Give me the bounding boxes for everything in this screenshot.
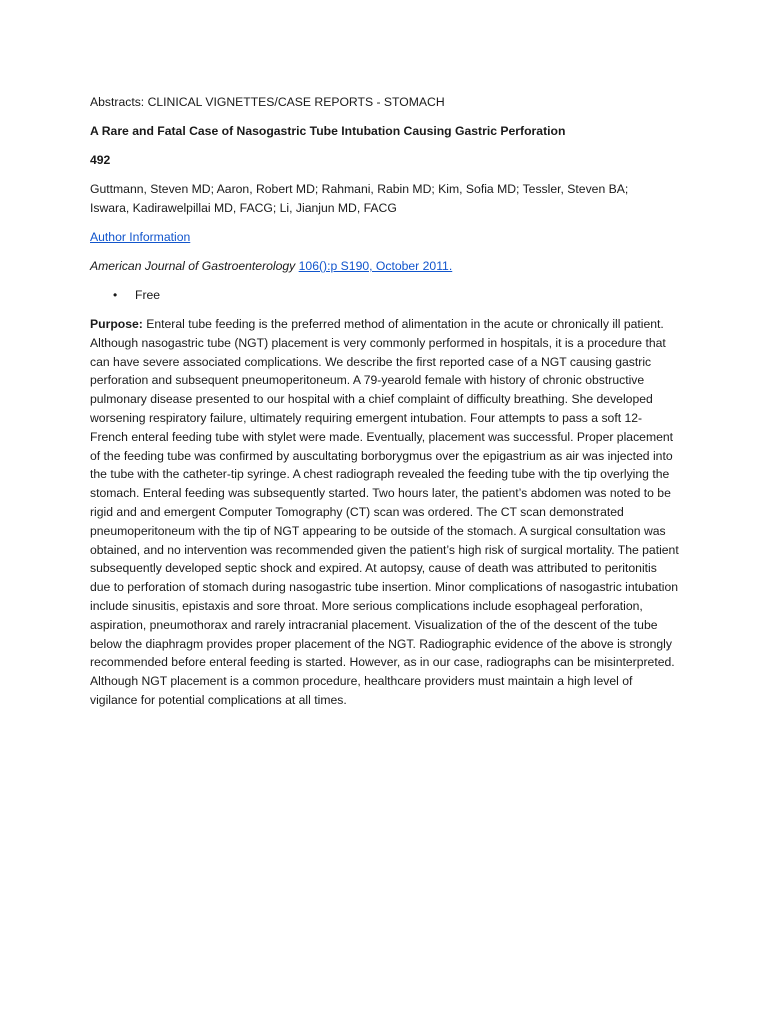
citation-row bbox=[90, 257, 678, 276]
free-access-label: Free bbox=[135, 288, 161, 302]
article-number: 492 bbox=[90, 153, 111, 167]
article-title: A Rare and Fatal Case of Nasogastric Tube Intubation Causing Gastric Perforation bbox=[90, 124, 566, 138]
author-list: Guttmann, Steven MD; Aaron, Robert MD; Rahmani, Rabin MD; Kim, Sofia MD; Tessler, Steven BA; Iswara, Kadirawelpillai MD, FACG; Li, Jianjun MD, FACG bbox=[90, 182, 629, 215]
author-info-row bbox=[90, 228, 678, 247]
journal-name: American Journal of Gastroenterology bbox=[90, 259, 296, 273]
author-information-link[interactable]: Author Information bbox=[90, 230, 191, 244]
access-item bbox=[90, 286, 160, 305]
abstract-paragraph bbox=[90, 315, 680, 710]
abstract-label: Purpose: bbox=[90, 317, 143, 331]
citation-link[interactable]: 106():p S190, October 2011. bbox=[298, 259, 453, 273]
bullet-icon: • bbox=[113, 288, 118, 302]
access-list bbox=[90, 286, 160, 305]
abstract-text: Enteral tube feeding is the preferred method of alimentation in the acute or chronically ill patient. Although nasogastric tube (NGT) placement is very commonly performed in hospitals, it is a procedure that can have severe associated complications. We describe the first reported case of a NGT causing gastric perforation and subsequent pneumoperitoneum. A 79-yearold female with history of chronic obstructive pulmonary disease presented to our hospital with a chief complaint of difficulty breathing. She developed worsening respiratory failure, ultimately requiring emergent intubation. Four attempts to pass a soft 12-French enteral feeding tube with stylet were made. Eventually, placement was successful. Proper placement of the feeding tube was confirmed by auscultating borborygmus over the epigastrium as air was injected into the tube with the catheter-tip syringe. A chest radiograph revealed the feeding tube with the tip overlying the stomach. Enteral feeding was subsequently started. Two hours later, the patient’s abdomen was noted to be rigid and and emergent Computer Tomography (CT) scan was ordered. The CT scan demonstrated pneumoperitoneum with the tip of NGT appearing to be outside of the stomach. A surgical consultation was obtained, and no intervention was recommended given the patient’s high risk of surgical mortality. The patient subsequently developed septic shock and expired. At autopsy, cause of death was attributed to peritonitis due to perforation of stomach during nasogastric tube insertion. Minor complications of nasogastric intubation include sinusitis, epistaxis and sore throat. More serious complications include esophageal perforation, aspiration, pneumothorax and rarely intracranial placement. Visualization of the of the descent of the tube below the diaphragm provides proper placement of the NGT. Radiographic evidence of the above is strongly recommended before enteral feeding is started. However, as in our case, radiographs can be misinterpreted. Although NGT placement is a common procedure, healthcare providers must maintain a high level of vigilance for potential complications at all times. bbox=[90, 317, 679, 707]
section-label: Abstracts: CLINICAL VIGNETTES/CASE REPORTS - STOMACH bbox=[90, 95, 445, 109]
